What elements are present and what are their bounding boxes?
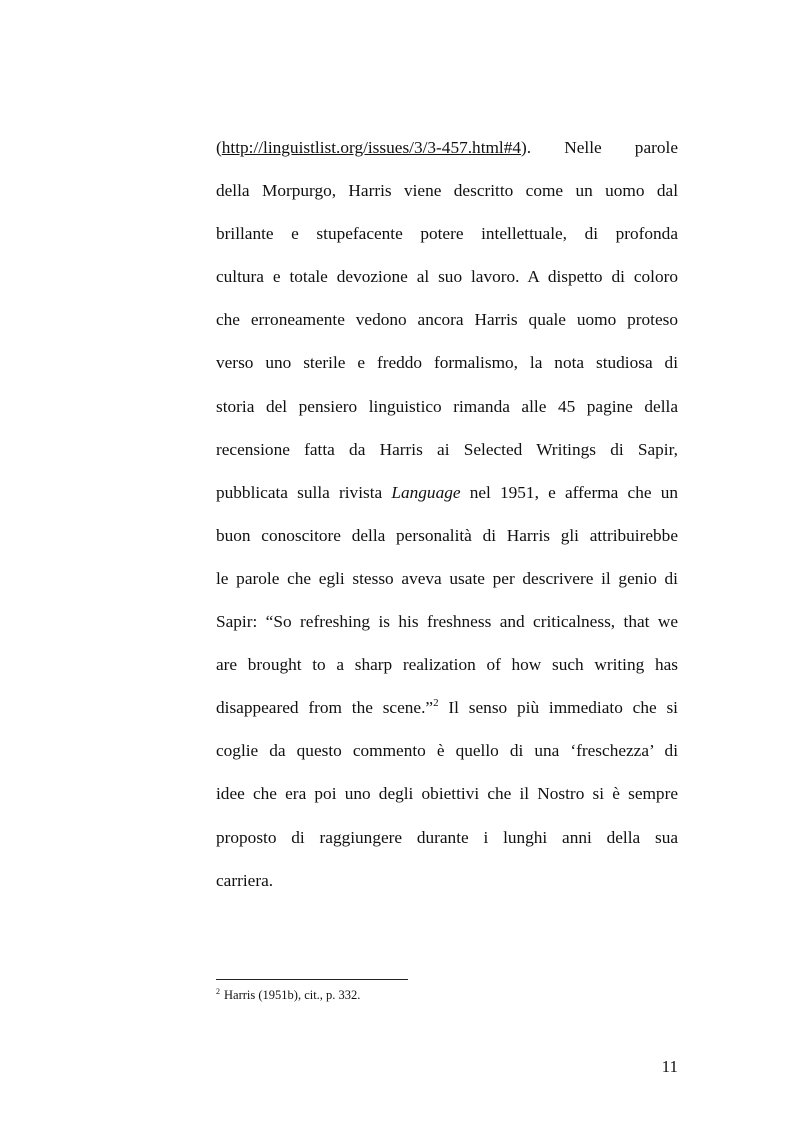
text-line-13: are brought to a sharp realization of how such writing has <box>216 655 678 675</box>
text-line-17: proposto di raggiungere durante i lunghi anni della sua <box>216 827 678 847</box>
footnote <box>216 987 360 1003</box>
text-before-footnote: disappeared from the scene.” <box>216 698 434 718</box>
text-before-italic: pubblicata sulla rivista <box>216 482 392 502</box>
text-line-2: della Morpurgo, Harris viene descritto come un uomo dal <box>216 181 678 201</box>
footnote-text: Harris (1951b), cit., p. 332. <box>224 988 361 1002</box>
footnote-reference-mark[interactable]: 2 <box>433 697 439 710</box>
text-line-11: le parole che egli stesso aveva usate per descrivere il genio di <box>216 568 678 588</box>
footnote-mark: 2 <box>216 987 220 996</box>
open-paren: ( <box>216 138 222 157</box>
text-after-italic: nel 1951, e afferma che un <box>460 482 678 502</box>
text-line-10: buon conoscitore della personalità di Harris gli attribuirebbe <box>216 525 678 545</box>
text-line-7: storia del pensiero linguistico rimanda alle 45 pagine della <box>216 396 678 416</box>
text-line-8: recensione fatta da Harris ai Selected Writings di Sapir, <box>216 439 678 459</box>
text-line-14 <box>216 686 678 729</box>
text-line-18: carriera. <box>216 870 274 890</box>
text-line-9 <box>216 471 678 514</box>
text-after-footnote: Il senso più immediato che si <box>438 698 678 718</box>
text-line-15: coglie da questo commento è quello di una ‘freschezza’ di <box>216 741 678 761</box>
text-line-16: idee che era poi uno degli obiettivi che il Nostro si è sempre <box>216 784 678 804</box>
after-link-text: ). Nelle parole <box>521 138 678 157</box>
journal-title-italic: Language <box>391 482 461 502</box>
linguistlist-link[interactable]: http://linguistlist.org/issues/3/3-457.html#4 <box>221 138 522 157</box>
text-line-5: che erroneamente vedono ancora Harris quale uomo proteso <box>216 310 678 330</box>
page-number: 11 <box>661 1057 678 1076</box>
body-paragraph <box>216 126 678 902</box>
text-line-3: brillante e stupefacente potere intellettuale, di profonda <box>216 224 678 244</box>
footnote-divider <box>216 979 408 980</box>
text-line-12: Sapir: “So refreshing is his freshness and criticalness, that we <box>216 612 678 632</box>
text-line-4: cultura e totale devozione al suo lavoro. A dispetto di coloro <box>216 267 678 287</box>
text-line-6: verso uno sterile e freddo formalismo, la nota studiosa di <box>216 353 678 373</box>
text-line-1 <box>216 126 678 169</box>
